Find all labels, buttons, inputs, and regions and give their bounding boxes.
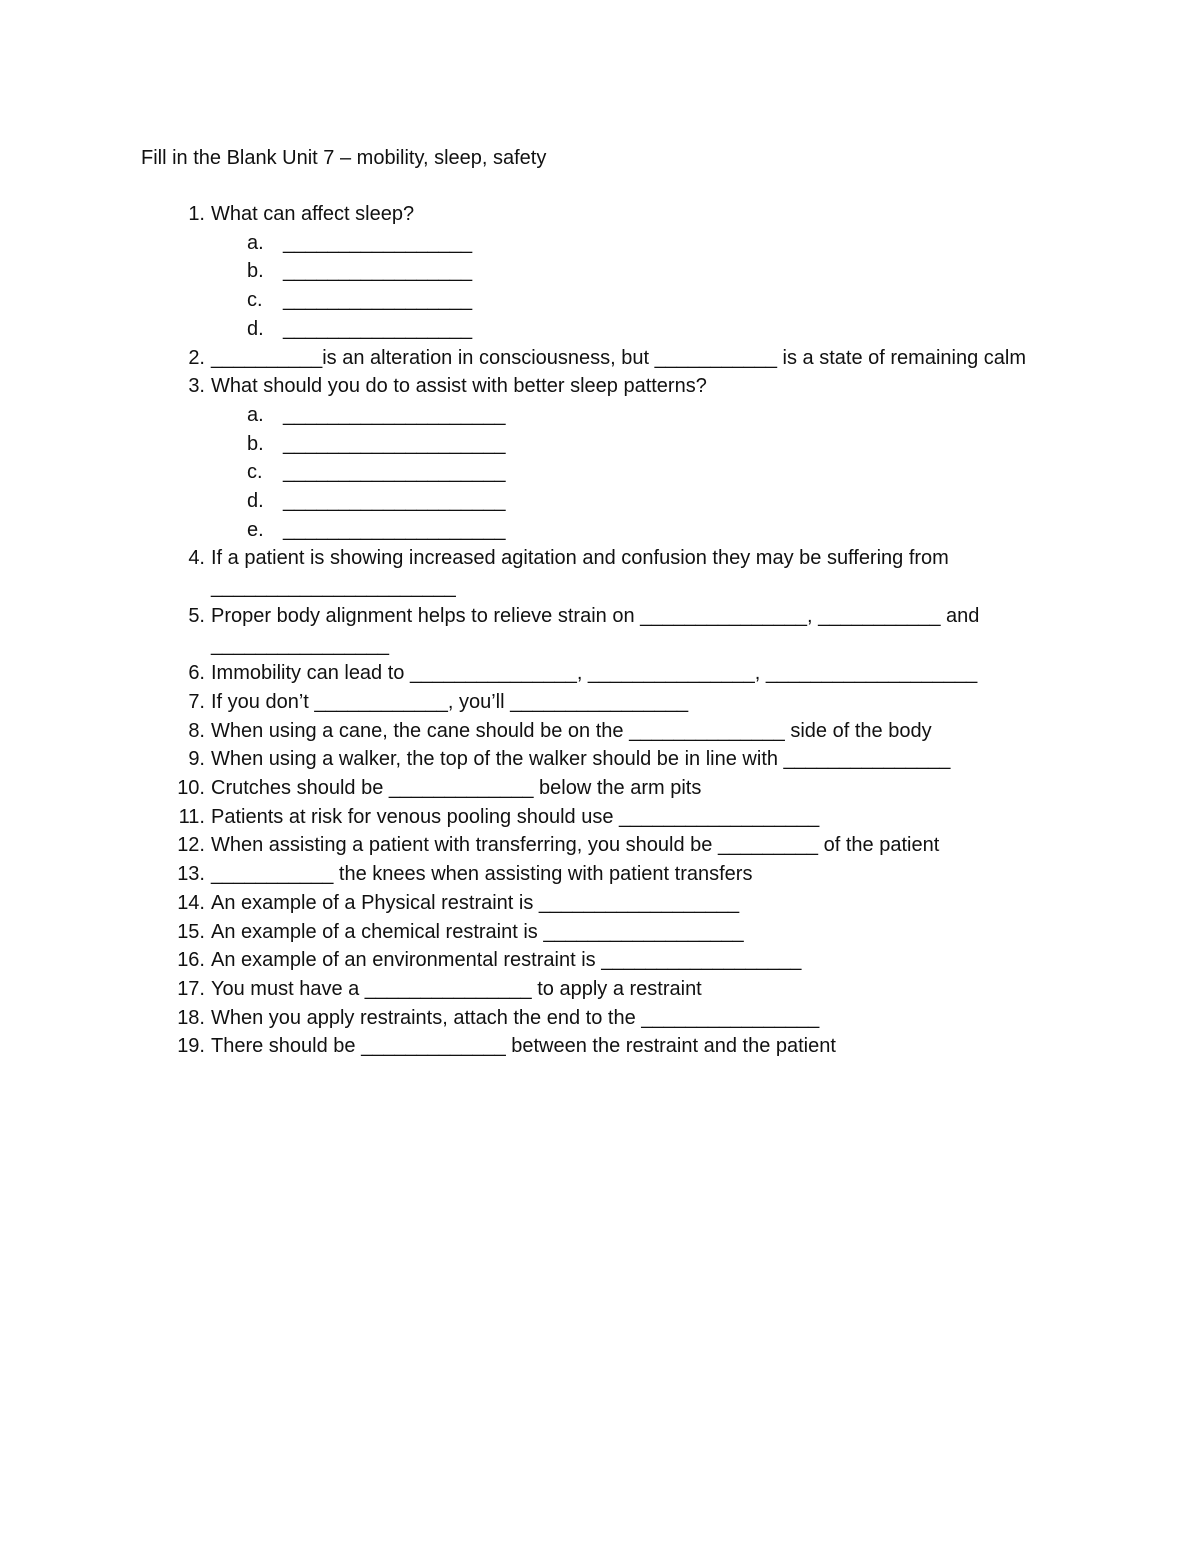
question-text: What can affect sleep? <box>211 203 415 225</box>
worksheet-title: Fill in the Blank Unit 7 – mobility, sleep, safety <box>141 147 547 169</box>
answer-letter: a. <box>247 231 264 254</box>
question-item <box>141 1004 1041 1033</box>
question-number: 10. <box>177 777 205 800</box>
answer-item <box>211 229 1041 258</box>
question-number: 16. <box>177 949 205 972</box>
question-text: When using a cane, the cane should be on the ______________ side of the body <box>211 719 932 742</box>
question-item <box>141 831 1041 860</box>
question-number: 9. <box>188 748 205 771</box>
question-item <box>141 544 1041 601</box>
question-number: 3. <box>188 375 205 398</box>
question-item <box>141 602 1041 659</box>
answer-item <box>211 516 1041 545</box>
answer-blank: ____________________ <box>283 403 506 426</box>
answer-item <box>211 458 1041 487</box>
question-text: Proper body alignment helps to relieve strain on _______________, ___________ and ________________ <box>211 604 980 656</box>
question-item <box>141 946 1041 975</box>
question-text: Immobility can lead to _______________, _______________, ___________________ <box>211 662 978 685</box>
question-list <box>141 200 1041 1061</box>
question-text: What should you do to assist with better sleep patterns? <box>211 375 707 398</box>
answer-blank: ____________________ <box>283 518 506 541</box>
question-number: 5. <box>188 604 205 627</box>
answer-blank: ____________________ <box>283 432 506 455</box>
question-number: 18. <box>177 1006 205 1029</box>
answer-blank: _________________ <box>283 260 473 283</box>
question-item <box>141 372 1041 544</box>
question-item <box>141 918 1041 947</box>
question-text: You must have a _______________ to apply a restraint <box>211 977 702 1000</box>
question-item <box>141 344 1041 373</box>
question-item <box>141 688 1041 717</box>
question-text: There should be _____________ between the restraint and the patient <box>211 1035 836 1058</box>
answer-letter: a. <box>247 403 264 426</box>
question-text: Patients at risk for venous pooling should use __________________ <box>211 805 820 828</box>
answer-blank: _________________ <box>283 231 473 254</box>
question-number: 7. <box>188 690 205 713</box>
question-item <box>141 1032 1041 1061</box>
question-item <box>141 200 1041 344</box>
answer-blank: _________________ <box>283 317 473 340</box>
question-number: 2. <box>188 346 205 369</box>
question-item <box>141 745 1041 774</box>
question-text: An example of an environmental restraint is __________________ <box>211 949 802 972</box>
answer-item <box>211 401 1041 430</box>
answer-blank: ____________________ <box>283 461 506 484</box>
question-text: Crutches should be _____________ below the arm pits <box>211 777 702 800</box>
question-number: 11. <box>178 805 205 828</box>
answer-letter: b. <box>247 260 264 283</box>
question-number: 1. <box>188 203 205 225</box>
question-number: 17. <box>177 977 205 1000</box>
answer-letter: c. <box>247 461 263 484</box>
answer-list <box>211 401 1041 545</box>
question-number: 19. <box>177 1035 205 1058</box>
question-item <box>141 659 1041 688</box>
question-text: If you don’t ____________, you’ll ________________ <box>211 690 689 713</box>
answer-item <box>211 315 1041 344</box>
question-number: 14. <box>177 891 205 914</box>
question-text: When using a walker, the top of the walker should be in line with _______________ <box>211 748 951 771</box>
answer-item <box>211 487 1041 516</box>
answer-letter: d. <box>247 490 264 513</box>
question-text: If a patient is showing increased agitation and confusion they may be suffering from ______________________ <box>211 547 949 599</box>
answer-letter: b. <box>247 432 264 455</box>
question-item <box>141 975 1041 1004</box>
question-number: 4. <box>188 547 205 570</box>
answer-blank: ____________________ <box>283 490 506 513</box>
question-number: 12. <box>177 834 205 857</box>
answer-letter: d. <box>247 317 264 340</box>
question-text: When you apply restraints, attach the end to the ________________ <box>211 1006 820 1029</box>
question-number: 8. <box>188 719 205 742</box>
question-number: 6. <box>188 662 205 685</box>
question-text: __________is an alteration in consciousness, but ___________ is a state of remaining calm <box>211 346 1026 369</box>
question-number: 15. <box>177 920 205 943</box>
answer-letter: e. <box>247 518 264 541</box>
question-item <box>141 717 1041 746</box>
answer-item <box>211 430 1041 459</box>
question-text: ___________ the knees when assisting with patient transfers <box>211 863 753 886</box>
question-text: An example of a Physical restraint is __________________ <box>211 891 740 914</box>
question-item <box>141 774 1041 803</box>
answer-blank: _________________ <box>283 289 473 312</box>
answer-item <box>211 257 1041 286</box>
question-number: 13. <box>177 863 205 886</box>
answer-item <box>211 286 1041 315</box>
question-item <box>141 803 1041 832</box>
question-item <box>141 860 1041 889</box>
answer-letter: c. <box>247 289 263 312</box>
question-text: When assisting a patient with transferring, you should be _________ of the patient <box>211 834 940 857</box>
question-text: An example of a chemical restraint is __________________ <box>211 920 744 943</box>
question-item <box>141 889 1041 918</box>
answer-list <box>211 229 1041 344</box>
